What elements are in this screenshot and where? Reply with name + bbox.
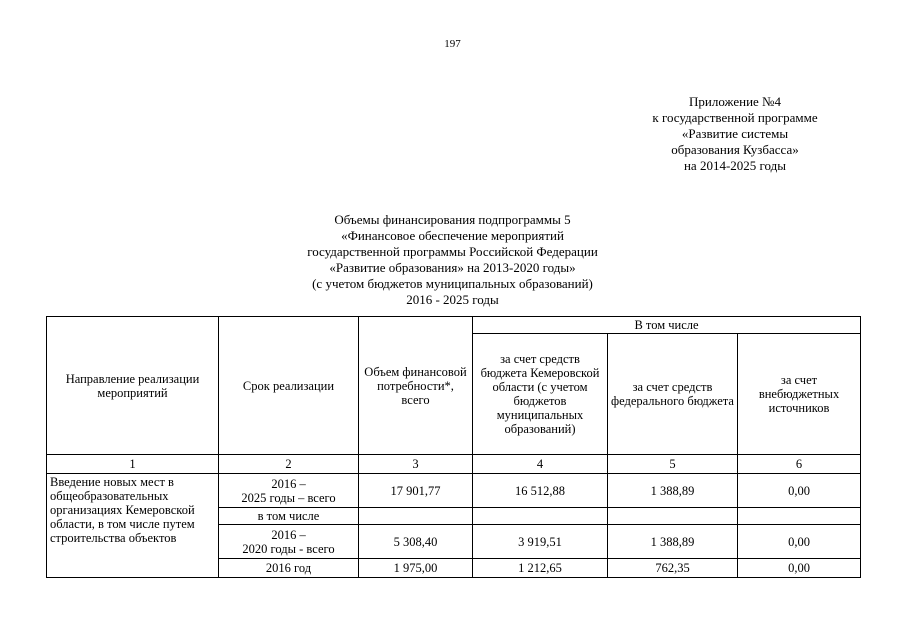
extra-cell: 0,00 [738, 525, 861, 559]
appendix-line: Приложение №4 [689, 94, 781, 109]
extra-cell [738, 508, 861, 525]
volume-cell: 17 901,77 [359, 474, 473, 508]
period-cell: в том числе [219, 508, 359, 525]
title-line: «Развитие образования» на 2013-2020 годы» [329, 260, 576, 275]
period-line: 2020 годы - всего [242, 541, 335, 556]
document-title [200, 212, 705, 308]
period-cell [219, 525, 359, 559]
federal-cell [608, 508, 738, 525]
period-cell [219, 474, 359, 508]
column-number: 6 [738, 455, 861, 474]
appendix-line: на 2014-2025 годы [683, 158, 787, 173]
header-extrabudgetary: за счет внебюджетных источников [738, 334, 861, 455]
column-number: 4 [473, 455, 608, 474]
header-period: Срок реализации [219, 317, 359, 455]
federal-cell: 1 388,89 [608, 474, 738, 508]
title-line: 2016 - 2025 годы [406, 292, 499, 307]
title-line: (с учетом бюджетов муниципальных образований) [312, 276, 593, 291]
column-number: 1 [47, 455, 219, 474]
regional-cell: 3 919,51 [473, 525, 608, 559]
appendix-line: «Развитие системы [681, 126, 789, 141]
header-volume: Объем финансовой потребности*, всего [359, 317, 473, 455]
regional-cell: 16 512,88 [473, 474, 608, 508]
column-number: 3 [359, 455, 473, 474]
column-number: 2 [219, 455, 359, 474]
extra-cell: 0,00 [738, 474, 861, 508]
period-line: 2016 – [271, 527, 306, 542]
period-line: 2016 – [271, 476, 306, 491]
period-cell: 2016 год [219, 559, 359, 578]
financing-table [46, 316, 861, 578]
regional-cell [473, 508, 608, 525]
appendix-note [610, 94, 860, 174]
header-regional-budget: за счет средств бюджета Кемеровской области (с учетом бюджетов муниципальных образований) [473, 334, 608, 455]
appendix-line: к государственной программе [652, 110, 818, 125]
header-federal-budget: за счет средств федерального бюджета [608, 334, 738, 455]
direction-cell: Введение новых мест в общеобразовательных организациях Кемеровской области, в том числе путем строительства объектов [47, 474, 219, 578]
header-including: В том числе [473, 317, 861, 334]
volume-cell [359, 508, 473, 525]
title-line: «Финансовое обеспечение мероприятий [341, 228, 564, 243]
table-row [47, 474, 861, 508]
extra-cell: 0,00 [738, 559, 861, 578]
federal-cell: 762,35 [608, 559, 738, 578]
period-line: 2025 годы – всего [241, 490, 336, 505]
appendix-line: образования Кузбасса» [671, 142, 799, 157]
title-line: государственной программы Российской Федерации [307, 244, 598, 259]
volume-cell: 1 975,00 [359, 559, 473, 578]
page-number: 197 [444, 38, 461, 50]
volume-cell: 5 308,40 [359, 525, 473, 559]
federal-cell: 1 388,89 [608, 525, 738, 559]
title-line: Объемы финансирования подпрограммы 5 [334, 212, 571, 227]
regional-cell: 1 212,65 [473, 559, 608, 578]
column-number: 5 [608, 455, 738, 474]
header-direction: Направление реализации мероприятий [47, 317, 219, 455]
